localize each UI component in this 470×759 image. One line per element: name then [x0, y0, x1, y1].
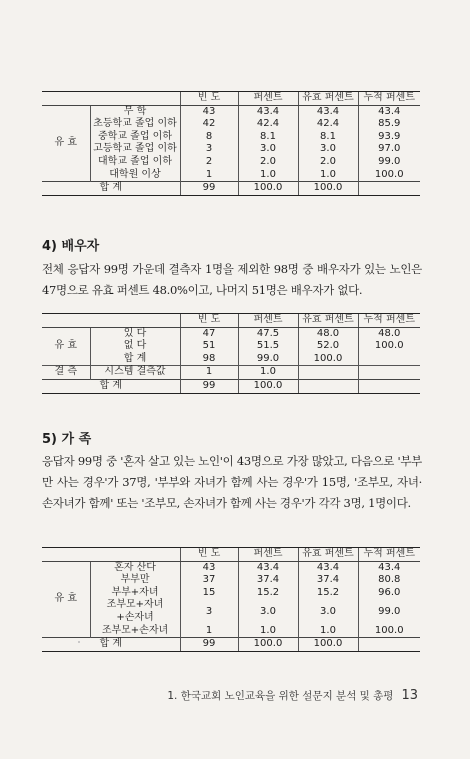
cell: 43.4: [238, 105, 298, 118]
cell: 1.0: [298, 169, 358, 182]
cell: 15.2: [238, 587, 298, 600]
cell: 100.0: [358, 340, 420, 353]
cell: 42.4: [298, 118, 358, 131]
print-speck: [78, 641, 80, 643]
header-frequency: 빈 도: [180, 548, 238, 562]
table-header-row: [42, 92, 420, 106]
header-percent: 퍼센트: [238, 92, 298, 106]
cell: 43.4: [298, 561, 358, 574]
cell: 1: [180, 169, 238, 182]
cell: 100.0: [298, 182, 358, 196]
row-label: 합 계: [123, 352, 147, 364]
cell: 43.4: [238, 561, 298, 574]
cell: 100.0: [298, 638, 358, 652]
cell: 2: [180, 156, 238, 169]
cell: 99.0: [238, 353, 298, 366]
group-label-valid: 유 효: [42, 561, 90, 638]
row-label: 무 학: [123, 105, 147, 117]
cell: 99: [180, 182, 238, 196]
group-label-missing: 결 측: [42, 366, 90, 380]
group-label-valid: 유 효: [42, 327, 90, 366]
row-label: 대학원 이상: [109, 168, 161, 180]
cell: 43.4: [298, 105, 358, 118]
section-heading-spouse: 4) 배우자: [42, 239, 100, 254]
cell: 51.5: [238, 340, 298, 353]
cell: 80.8: [358, 574, 420, 587]
cell: 47.5: [238, 327, 298, 340]
cell: [358, 182, 420, 196]
cell: 1.0: [298, 625, 358, 638]
table-header-row: [42, 548, 420, 562]
cell: 99.0: [358, 156, 420, 169]
cell: [298, 366, 358, 380]
cell: 2.0: [298, 156, 358, 169]
cell: 1.0: [238, 169, 298, 182]
cell: 85.9: [358, 118, 420, 131]
table-header-row: [42, 314, 420, 328]
table-row: [42, 118, 420, 131]
section-paragraph-family: 응답자 99명 중 '혼자 살고 있는 노인'이 43명으로 가장 많았고, 다음으로 '부부만 사는 경우'가 37명, '부부와 자녀가 함께 사는 경우'가 15명, '조부모, 자녀·손자녀가 함께' 또는 '조부모, 손자녀가 함께 사는 경우'가 각각 3명, 1명이다.: [42, 454, 422, 510]
total-row: [42, 182, 420, 196]
family-table: [42, 547, 420, 652]
cell: 8: [180, 131, 238, 144]
total-label: 합 계: [42, 379, 180, 393]
spouse-table: [42, 313, 420, 394]
header-percent: 퍼센트: [238, 314, 298, 328]
cell: 1.0: [238, 366, 298, 380]
cell: 48.0: [358, 327, 420, 340]
cell: [358, 379, 420, 393]
total-label: 합 계: [42, 182, 180, 196]
row-label: 고등학교 졸업 이하: [93, 143, 177, 155]
cell: 37.4: [298, 574, 358, 587]
cell: 43: [180, 105, 238, 118]
cell: 99: [180, 379, 238, 393]
table-row: [42, 327, 420, 340]
header-cumulative-percent: 누적 퍼센트: [358, 314, 420, 328]
table-row: [42, 599, 420, 624]
cell: 1: [180, 366, 238, 380]
table-row: [42, 156, 420, 169]
cell: 2.0: [238, 156, 298, 169]
cell: 15.2: [298, 587, 358, 600]
cell: 1.0: [238, 625, 298, 638]
education-table: [42, 91, 420, 196]
row-label: 대학교 졸업 이하: [98, 155, 172, 167]
cell: 99: [180, 638, 238, 652]
cell: 98: [180, 353, 238, 366]
row-label: 부부+자녀: [111, 586, 159, 598]
cell: [358, 638, 420, 652]
cell: 3.0: [238, 143, 298, 156]
header-valid-percent: 유효 퍼센트: [298, 92, 358, 106]
cell: 43: [180, 561, 238, 574]
cell: 100.0: [238, 638, 298, 652]
section-paragraph-spouse: 전체 응답자 99명 가운데 결측자 1명을 제외한 98명 중 배우자가 있는 노인은 47명으로 유효 퍼센트 48.0%이고, 나머지 51명은 배우자가 없다.: [42, 262, 422, 297]
table-row: [42, 131, 420, 144]
cell: 100.0: [358, 169, 420, 182]
row-label: 없 다: [123, 340, 147, 352]
table-row: [42, 625, 420, 638]
header-frequency: 빈 도: [180, 314, 238, 328]
cell: [358, 366, 420, 380]
row-label: 중학교 졸업 이하: [98, 130, 172, 142]
table-row: [42, 574, 420, 587]
cell: 100.0: [298, 353, 358, 366]
table-row: [42, 366, 420, 380]
row-label: 조부모+자녀 +손자녀: [106, 599, 164, 623]
cell: 52.0: [298, 340, 358, 353]
cell: 47: [180, 327, 238, 340]
cell: 8.1: [238, 131, 298, 144]
cell: 37.4: [238, 574, 298, 587]
cell: 42: [180, 118, 238, 131]
header-cumulative-percent: 누적 퍼센트: [358, 92, 420, 106]
header-cumulative-percent: 누적 퍼센트: [358, 548, 420, 562]
cell: 1: [180, 625, 238, 638]
cell: 93.9: [358, 131, 420, 144]
cell: 15: [180, 587, 238, 600]
cell: [358, 353, 420, 366]
header-valid-percent: 유효 퍼센트: [298, 548, 358, 562]
cell: 37: [180, 574, 238, 587]
page-footer: [167, 688, 418, 703]
total-row: [42, 638, 420, 652]
header-valid-percent: 유효 퍼센트: [298, 314, 358, 328]
row-label: 부부만: [120, 574, 150, 586]
row-label: 혼자 산다: [114, 561, 156, 573]
total-row: [42, 379, 420, 393]
cell: 3.0: [298, 599, 358, 624]
header-frequency: 빈 도: [180, 92, 238, 106]
total-label: 합 계: [42, 638, 180, 652]
cell: 3: [180, 599, 238, 624]
table-row: [42, 169, 420, 182]
cell: 48.0: [298, 327, 358, 340]
cell: 3: [180, 143, 238, 156]
row-label: 조부모+손자녀: [101, 624, 169, 636]
row-label: 있 다: [123, 327, 147, 339]
page-number: 13: [401, 688, 418, 703]
running-title: 1. 한국교회 노인교육을 위한 설문지 분석 및 총평: [167, 690, 394, 702]
row-label: 시스템 결측값: [104, 366, 166, 378]
cell: [298, 379, 358, 393]
cell: 42.4: [238, 118, 298, 131]
cell: 3.0: [238, 599, 298, 624]
group-label-valid: 유 효: [42, 105, 90, 182]
row-label: 초등학교 졸업 이하: [93, 118, 177, 130]
cell: 100.0: [238, 379, 298, 393]
table-row: [42, 105, 420, 118]
cell: 43.4: [358, 105, 420, 118]
cell: 3.0: [298, 143, 358, 156]
cell: 99.0: [358, 599, 420, 624]
table-row: [42, 561, 420, 574]
cell: 43.4: [358, 561, 420, 574]
table-row: [42, 143, 420, 156]
table-row: [42, 340, 420, 353]
cell: 100.0: [358, 625, 420, 638]
cell: 97.0: [358, 143, 420, 156]
cell: 51: [180, 340, 238, 353]
section-heading-family: 5) 가 족: [42, 432, 92, 447]
cell: 96.0: [358, 587, 420, 600]
cell: 8.1: [298, 131, 358, 144]
header-percent: 퍼센트: [238, 548, 298, 562]
cell: 100.0: [238, 182, 298, 196]
table-row: [42, 353, 420, 366]
table-row: [42, 587, 420, 600]
